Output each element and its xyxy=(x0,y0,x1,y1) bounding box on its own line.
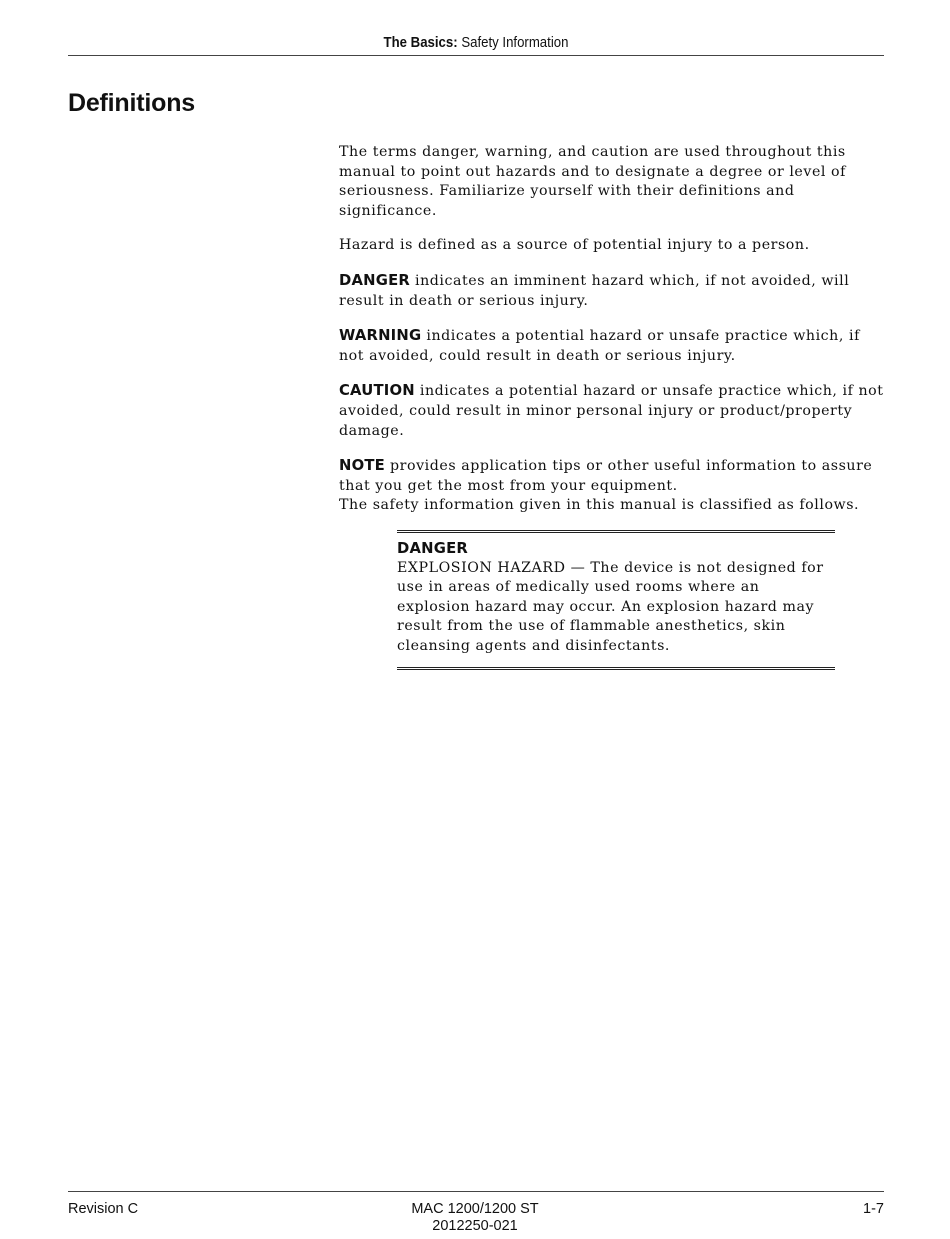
definition-warning-text: indicates a potential hazard or unsafe practice which, if not avoided, could result in death or serious injury. xyxy=(339,328,860,364)
footer-product-info xyxy=(325,1201,625,1235)
callout-label: DANGER xyxy=(397,540,468,557)
definitions-body xyxy=(339,143,889,516)
definition-warning xyxy=(339,326,889,366)
footer-product: MAC 1200/1200 ST xyxy=(411,1201,539,1217)
intro-paragraph: The terms danger, warning, and caution are used throughout this manual to point out hazards and to designate a degree or level of seriousness. Familiarize yourself with their definitions and significance. xyxy=(339,144,846,219)
term-caution: CAUTION xyxy=(339,382,415,400)
header-title: Safety Information xyxy=(461,34,569,51)
callout-text: EXPLOSION HAZARD — The device is not designed for use in areas of medically used rooms where an explosion hazard may occur. An explosion hazard may result from the use of flammable anesthetics, skin cleansing agents and disinfectants. xyxy=(397,559,824,654)
term-warning: WARNING xyxy=(339,327,422,345)
header-section: The Basics: xyxy=(383,34,458,51)
definition-caution-text: indicates a potential hazard or unsafe practice which, if not avoided, could result in minor personal injury or product/property damage. xyxy=(339,383,884,439)
danger-callout xyxy=(397,530,835,670)
definition-danger xyxy=(339,271,889,311)
hazard-definition: Hazard is defined as a source of potential injury to a person. xyxy=(339,237,810,254)
header-divider xyxy=(68,55,884,56)
definition-note xyxy=(339,456,889,496)
definition-caution xyxy=(339,381,889,441)
footer-divider xyxy=(68,1191,884,1192)
definition-danger-text: indicates an imminent hazard which, if not avoided, will result in death or serious injury. xyxy=(339,272,850,309)
running-header xyxy=(117,34,835,56)
footer-part-number: 2012250-021 xyxy=(432,1218,518,1234)
footer-revision: Revision C xyxy=(68,1201,139,1217)
classification-note: The safety information given in this manual is classified as follows. xyxy=(339,497,860,514)
page-number: 1-7 xyxy=(863,1201,884,1217)
term-note: NOTE xyxy=(339,457,385,475)
section-title: Definitions xyxy=(68,89,195,117)
definition-note-text: provides application tips or other useful information to assure that you get the most from your equipment. xyxy=(339,458,873,494)
term-danger: DANGER xyxy=(339,271,410,289)
